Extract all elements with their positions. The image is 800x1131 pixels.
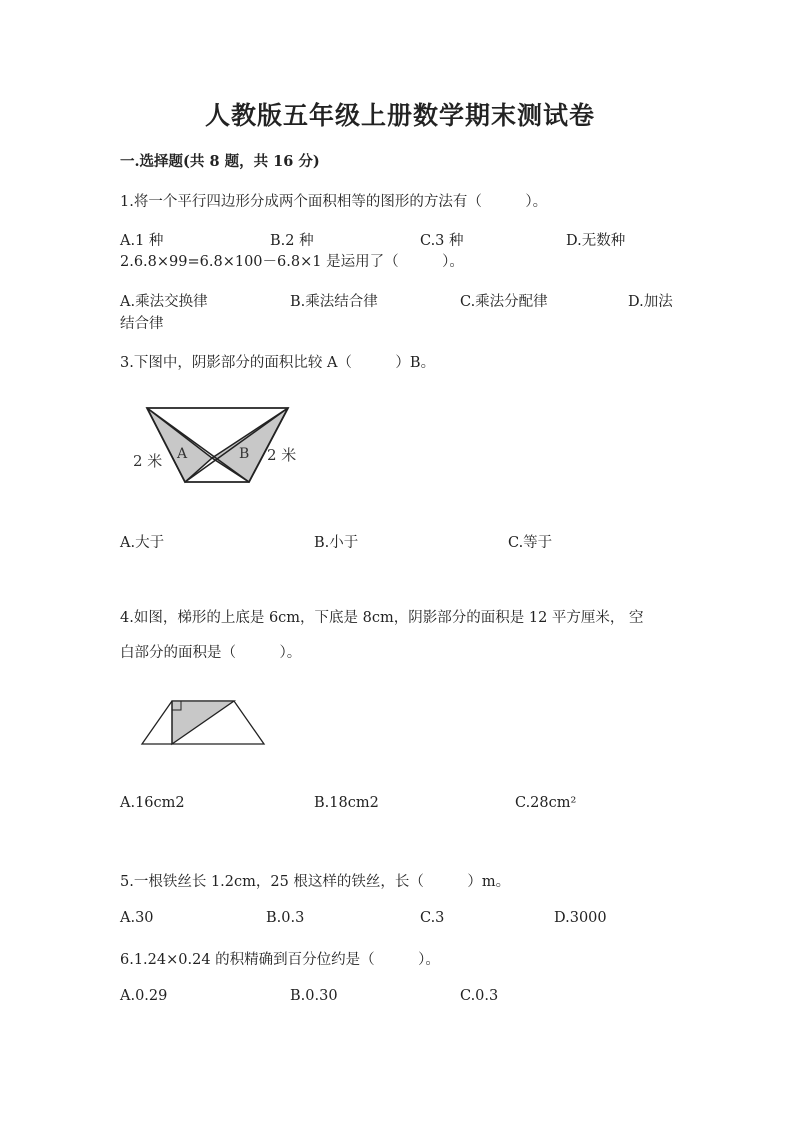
question-5-option-d[interactable]: D.3000 (554, 910, 607, 926)
question-4-figure (138, 697, 268, 749)
shaded-triangle-b (212, 408, 288, 482)
question-6-stem: 6.1.24×0.24 的积精确到百分位约是（ ）。 (120, 952, 440, 968)
question-1-stem: 1.将一个平行四边形分成两个面积相等的图形的方法有（ ）。 (120, 194, 548, 210)
figure-left-length: 2 米 (133, 452, 163, 470)
question-2-stem: 2.6.8×99=6.8×100－6.8×1 是运用了（ ）。 (120, 254, 464, 270)
question-4-stem-line2: 白部分的面积是（ ）。 (120, 645, 302, 661)
section-heading: 一.选择题(共 8 题，共 16 分) (120, 153, 320, 170)
question-5-stem: 5.一根铁丝长 1.2cm，25 根这样的铁丝，长（ ）m。 (120, 874, 511, 890)
figure-label-b: B (239, 446, 250, 462)
question-1-option-b[interactable]: B.2 种 (270, 233, 314, 249)
question-3-stem: 3.下图中，阴影部分的面积比较 A（ ）B。 (120, 355, 436, 371)
question-4-option-c[interactable]: C.28cm² (515, 795, 577, 811)
question-4-option-a[interactable]: A.16cm2 (120, 795, 185, 811)
question-1-option-a[interactable]: A.1 种 (120, 233, 164, 249)
question-3-option-a[interactable]: A.大于 (120, 535, 165, 551)
question-6-option-b[interactable]: B.0.30 (290, 988, 338, 1004)
question-5-option-b[interactable]: B.0.3 (266, 910, 305, 926)
figure-right-length: 2 米 (267, 446, 297, 464)
figure-label-a: A (177, 446, 188, 462)
question-1-option-d[interactable]: D.无数种 (566, 233, 626, 249)
question-2-option-c[interactable]: C.乘法分配律 (460, 294, 548, 310)
question-2-option-d-wrap: 结合律 (120, 316, 164, 332)
question-2-option-a[interactable]: A.乘法交换律 (120, 294, 208, 310)
question-3-option-b[interactable]: B.小于 (314, 535, 359, 551)
question-6-option-c[interactable]: C.0.3 (460, 988, 499, 1004)
question-4-option-b[interactable]: B.18cm2 (314, 795, 379, 811)
question-2-option-d[interactable]: D.加法 (628, 294, 673, 310)
question-2-option-b[interactable]: B.乘法结合律 (290, 294, 378, 310)
question-3-figure (125, 402, 310, 488)
question-6-option-a[interactable]: A.0.29 (120, 988, 168, 1004)
question-5-option-a[interactable]: A.30 (120, 910, 154, 926)
page-title: 人教版五年级上册数学期末测试卷 (204, 101, 595, 130)
question-4-stem: 4.如图，梯形的上底是 6cm，下底是 8cm，阴影部分的面积是 12 平方厘米， 空 (120, 610, 644, 626)
question-5-option-c[interactable]: C.3 (420, 910, 445, 926)
question-1-option-c[interactable]: C.3 种 (420, 233, 464, 249)
question-3-option-c[interactable]: C.等于 (508, 535, 553, 551)
